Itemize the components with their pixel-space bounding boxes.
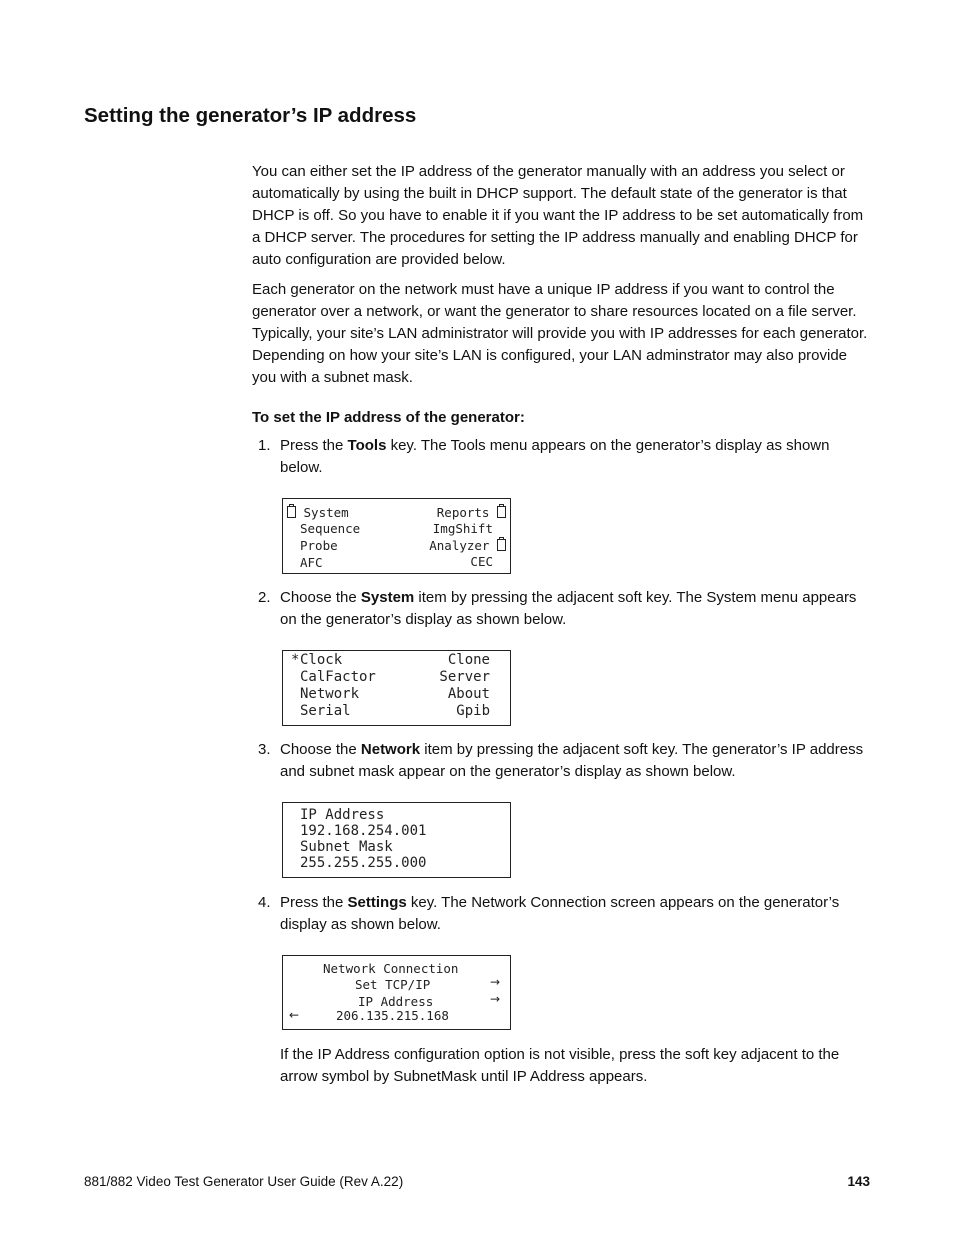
tools-menu-display [282, 498, 511, 574]
network-connection-display [282, 955, 511, 1030]
selection-marker: * [291, 652, 300, 668]
right-arrow-icon: → [489, 992, 500, 1006]
left-arrow-icon: ← [289, 1008, 300, 1022]
step-2 [252, 587, 872, 631]
display-item-reports: Reports [437, 505, 506, 520]
key-name: System [360, 589, 415, 606]
network-settings-display [282, 802, 511, 878]
display-item-network: Network [300, 686, 360, 702]
key-name: Network [360, 741, 421, 758]
paragraph-unique-ip: Each generator on the network must have a unique IP address if you want to control the generator over a network, or want the generator to share resources located on a file server. Typically, your site’s LAN administrator will provide you with IP addresses for each generator. Depending on how your site’s LAN is configured, your LAN adminstrator may also provide you with a subnet mask. [252, 281, 868, 386]
display-item-imgshift: ImgShift [432, 521, 493, 536]
folder-icon [497, 506, 506, 518]
footer-title: 881/882 Video Test Generator User Guide (Rev A.22) [84, 1174, 404, 1189]
display-item-gpib: Gpib [456, 703, 490, 719]
step-3 [252, 739, 872, 783]
procedure-title: To set the IP address of the generator: [252, 409, 525, 426]
ip-address-item: IP Address [358, 994, 434, 1009]
folder-icon [287, 506, 296, 518]
step-1 [252, 435, 872, 479]
display-item-cec: CEC [470, 554, 493, 569]
subnet-mask-label: Subnet Mask [300, 839, 393, 855]
connection-title: Network Connection [323, 961, 459, 976]
step-number: 3. [258, 741, 271, 758]
ip-address-value: 192.168.254.001 [300, 823, 427, 839]
step-text: Press the Settings key. The Network Connection screen appears on the generator’s display as shown below. [280, 894, 840, 933]
step-4 [252, 892, 872, 936]
step-text: Press the Tools key. The Tools menu appears on the generator’s display as shown below. [280, 437, 830, 476]
display-item-calfactor: CalFactor [300, 669, 376, 685]
network-paragraph [252, 279, 872, 389]
display-item-about: About [447, 686, 490, 702]
folder-icon [497, 539, 506, 551]
display-item-clone: Clone [447, 652, 490, 668]
step-number: 2. [258, 589, 271, 606]
set-tcpip-item: Set TCP/IP [355, 977, 431, 992]
step-text: Choose the Network item by pressing the adjacent soft key. The generator’s IP address and subnet mask appear on the generator’s display as shown below. [280, 741, 864, 780]
display-item-analyzer: Analyzer [429, 538, 506, 553]
note-paragraph: If the IP Address configuration option is not visible, press the soft key adjacent to the arrow symbol by SubnetMask until IP Address appears. [280, 1046, 840, 1085]
subnet-mask-value: 255.255.255.000 [300, 855, 427, 871]
right-arrow-icon: → [489, 975, 500, 989]
paragraph-dhcp: You can either set the IP address of the generator manually with an address you select or automatically by using the built in DHCP support. The default state of the generator is that DHCP is off. So you have to enable it if you want the IP address to be set automatically from a DHCP server. The procedures for setting the IP address manually and enabling DHCP for auto configuration are provided below. [252, 163, 864, 268]
display-item-afc: AFC [300, 555, 323, 570]
display-item-system: System [287, 505, 349, 520]
step-number: 1. [258, 437, 271, 454]
key-name: Settings [347, 894, 407, 911]
ip-address-label: IP Address [300, 807, 385, 823]
key-name: Tools [347, 437, 387, 454]
intro-paragraph [252, 161, 872, 271]
section-heading: Setting the generator’s IP address [84, 104, 417, 127]
step-text: Choose the System item by pressing the adjacent soft key. The System menu appears on the generator’s display as shown below. [280, 589, 857, 628]
display-item-sequence: Sequence [300, 521, 361, 536]
display-item-server: Server [439, 669, 490, 685]
page-number: 143 [847, 1174, 870, 1189]
ip-address-value: 206.135.215.168 [336, 1008, 449, 1023]
display-item-probe: Probe [300, 538, 338, 553]
step-number: 4. [258, 894, 271, 911]
system-menu-display [282, 650, 511, 726]
display-item-clock: Clock [300, 652, 343, 668]
display-item-serial: Serial [300, 703, 351, 719]
